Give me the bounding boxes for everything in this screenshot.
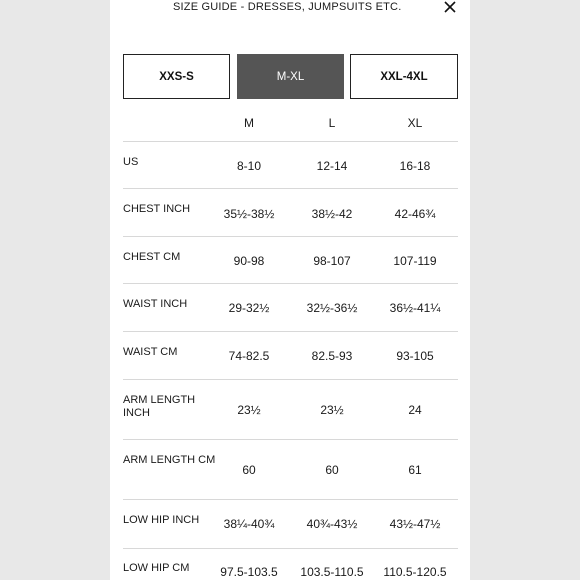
close-icon[interactable] [443, 0, 457, 14]
table-row [123, 500, 458, 549]
table-cell: 23½ [237, 403, 261, 417]
tab-m-xl[interactable]: M-XL [237, 54, 344, 99]
row-label: ARM LENGTH CM [123, 454, 216, 466]
table-cell: 103.5-110.5 [300, 565, 364, 579]
table-row [123, 549, 458, 580]
row-label: US [123, 156, 139, 168]
table-row [123, 380, 458, 440]
table-cell: 82.5-93 [311, 349, 353, 363]
row-label: WAIST INCH [123, 298, 188, 310]
table-cell: 93-105 [396, 349, 434, 363]
table-cell: 16-18 [399, 159, 431, 173]
table-cell: 24 [408, 403, 422, 417]
size-table [123, 108, 458, 580]
table-cell: 23½ [320, 403, 344, 417]
table-cell: 38½-42 [311, 207, 353, 221]
table-cell: 61 [408, 463, 422, 477]
column-header: M [244, 116, 254, 130]
table-cell: 74-82.5 [228, 349, 270, 363]
table-cell: 8-10 [236, 159, 262, 173]
table-row [123, 440, 458, 500]
table-row [123, 142, 458, 189]
row-label: LOW HIP CM [123, 562, 190, 574]
tab-xxl-4xl[interactable]: XXL-4XL [350, 54, 458, 99]
table-cell: 35½-38½ [223, 207, 275, 221]
table-row [123, 237, 458, 284]
table-cell: 42-46¾ [394, 207, 436, 221]
table-cell: 60 [242, 463, 256, 477]
table-cell: 40¾-43½ [306, 517, 358, 531]
column-header: XL [407, 116, 423, 130]
size-guide-panel [110, 0, 470, 580]
page-title: SIZE GUIDE - DRESSES, JUMPSUITS ETC. [173, 1, 402, 13]
table-cell: 110.5-120.5 [383, 565, 447, 579]
size-range-tabs [123, 54, 458, 102]
table-row [123, 189, 458, 237]
table-cell: 107-119 [393, 254, 437, 268]
table-cell: 32½-36½ [306, 301, 358, 315]
table-cell: 29-32½ [228, 301, 270, 315]
table-header-row [123, 108, 458, 142]
row-label: CHEST INCH [123, 203, 191, 215]
row-label: CHEST CM [123, 251, 181, 263]
table-cell: 12-14 [316, 159, 348, 173]
table-row [123, 332, 458, 380]
header [110, 0, 470, 20]
table-cell: 38¼-40¾ [223, 517, 275, 531]
table-cell: 60 [325, 463, 339, 477]
table-cell: 90-98 [233, 254, 265, 268]
table-cell: 43½-47½ [389, 517, 441, 531]
table-cell: 98-107 [313, 254, 351, 268]
table-cell: 36½-41¼ [389, 301, 441, 315]
row-label: ARM LENGTH INCH [123, 394, 196, 419]
table-cell: 97.5-103.5 [220, 565, 278, 579]
row-label: WAIST CM [123, 346, 178, 358]
close-icon-glyph [443, 0, 457, 14]
row-label: LOW HIP INCH [123, 514, 200, 526]
tab-xxs-s[interactable]: XXS-S [123, 54, 230, 99]
table-row [123, 284, 458, 332]
column-header: L [328, 116, 336, 130]
